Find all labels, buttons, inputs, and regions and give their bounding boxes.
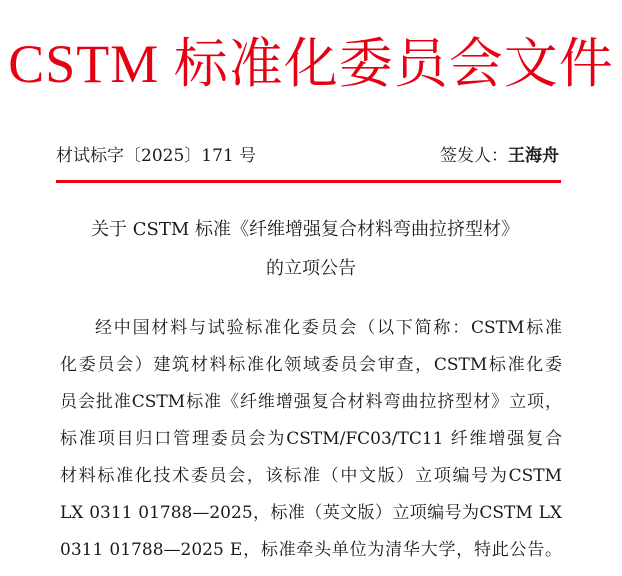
issuer-name: 王海舟 <box>508 146 559 166</box>
body-paragraph-line: 经中国材料与试验标准化委员会（以下简称：CSTM标准 <box>95 318 562 338</box>
body-paragraph-line: LX 0311 01788—2025，标准（英文版）立项编号为CSTM LX <box>60 503 562 523</box>
issuer-label: 签发人： <box>440 146 508 166</box>
document-number: 材试标字〔2025〕171 号 <box>56 146 257 166</box>
body-paragraph-line: 0311 01788—2025 E，标准牵头单位为清华大学，特此公告。 <box>60 540 562 560</box>
body-paragraph-line: 员会批准CSTM标准《纤维增强复合材料弯曲拉挤型材》立项， <box>60 392 562 412</box>
issuer-line <box>440 142 559 170</box>
red-divider-rule <box>56 180 561 183</box>
body-paragraph-line: 标准项目归口管理委员会为CSTM/FC03/TC11 纤维增强复合 <box>60 429 562 449</box>
notice-title-line-2: 的立项公告 <box>266 258 356 279</box>
document-header-title: CSTM 标准化委员会文件 <box>8 34 614 94</box>
body-paragraph-line: 材料标准化技术委员会，该标准（中文版）立项编号为CSTM <box>60 466 562 486</box>
notice-title-line-1: 关于 CSTM 标准《纤维增强复合材料弯曲拉挤型材》 <box>91 219 519 240</box>
body-paragraph-line: 化委员会）建筑材料标准化领域委员会审查，CSTM标准化委 <box>60 355 562 375</box>
